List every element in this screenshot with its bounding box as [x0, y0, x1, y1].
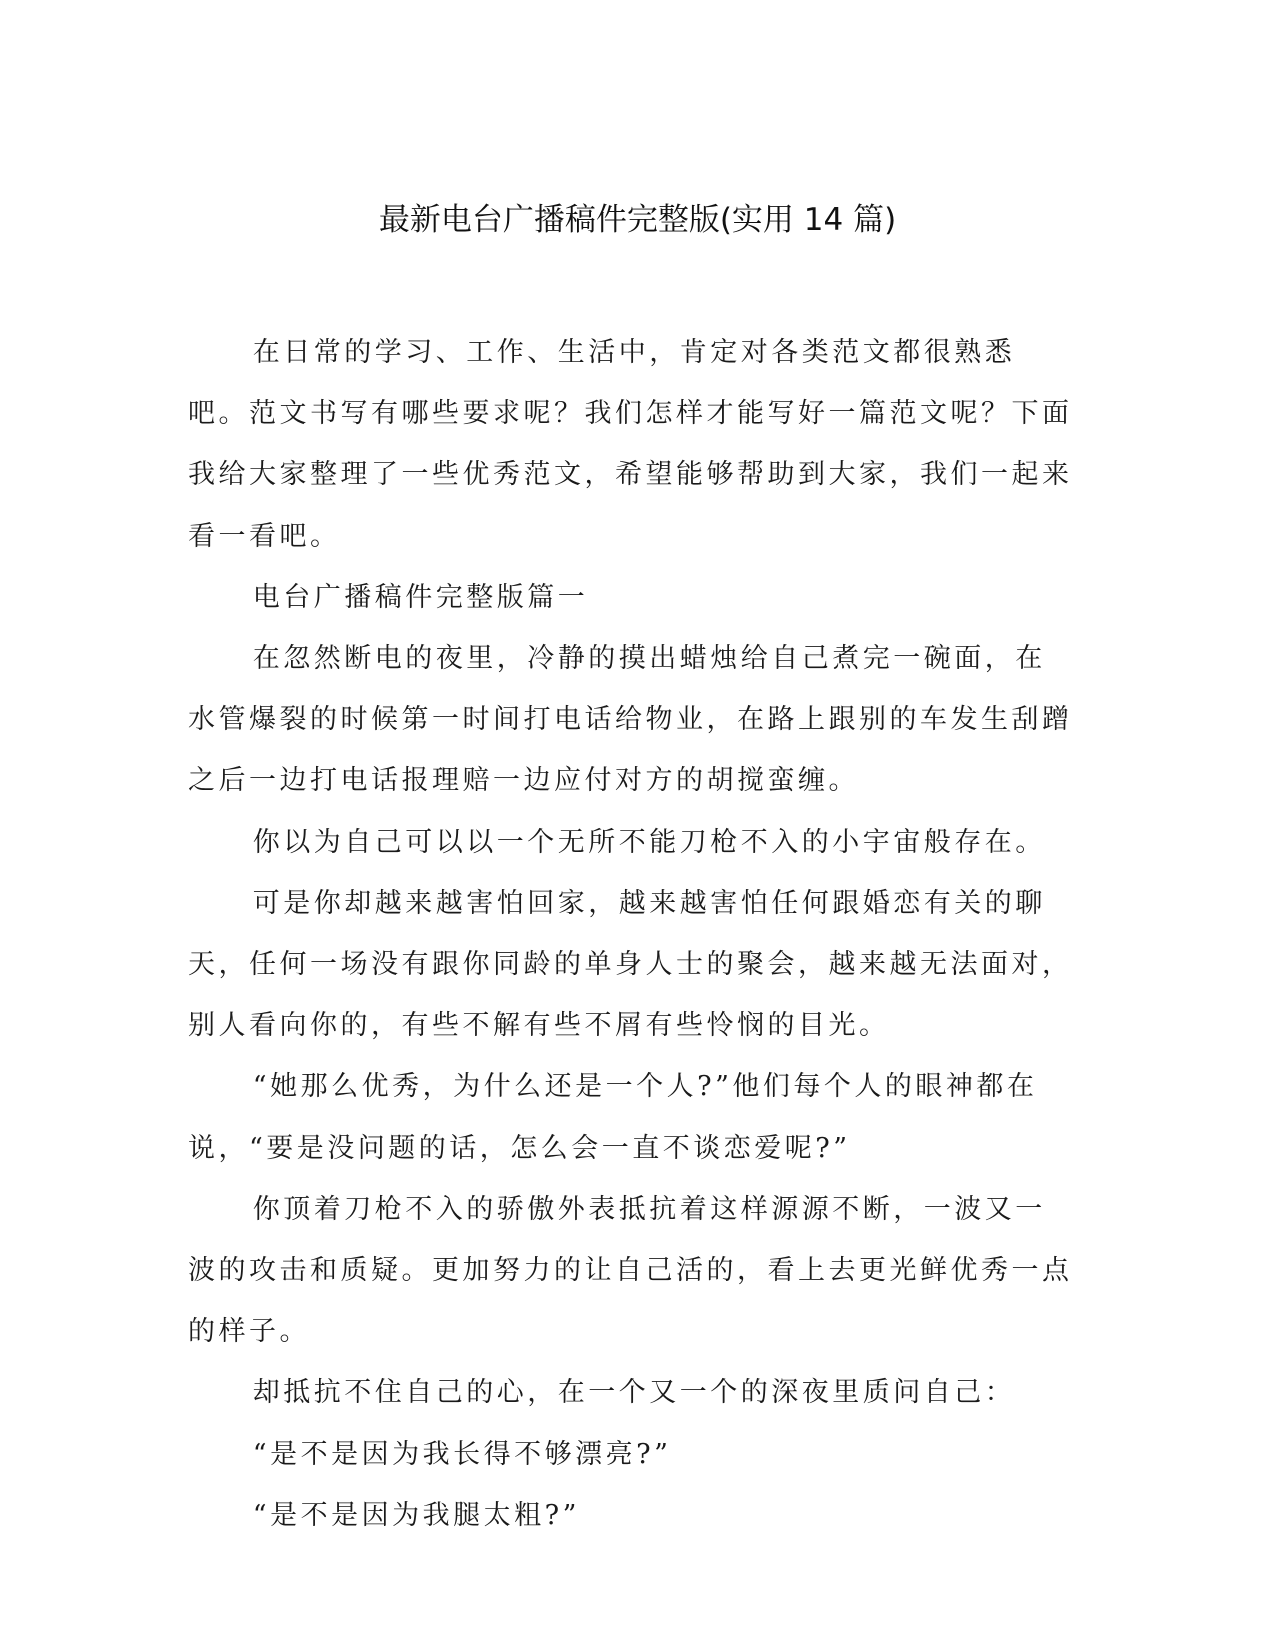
document-body [188, 322, 1073, 1546]
intro-paragraph: 在日常的学习、工作、生活中，肯定对各类范文都很熟悉吧。范文书写有哪些要求呢？我们怎样才能写好一篇范文呢？下面我给大家整理了一些优秀范文，希望能够帮助到大家，我们一起来看一看吧。 [188, 337, 1073, 552]
document-title: 最新电台广播稿件完整版(实用 14 篇) [378, 202, 897, 238]
body-paragraph: 可是你却越来越害怕回家，越来越害怕任何跟婚恋有关的聊天，任何一场没有跟你同龄的单身人士的聚会，越来越无法面对，别人看向你的，有些不解有些不屑有些怜悯的目光。 [188, 887, 1073, 1042]
body-paragraph: 你以为自己可以以一个无所不能刀枪不入的小宇宙般存在。 [252, 826, 1046, 858]
body-paragraph: “她那么优秀，为什么还是一个人?”他们每个人的眼神都在说，“要是没问题的话，怎么会一直不谈恋爱呢?” [188, 1071, 1038, 1164]
body-paragraph: 在忽然断电的夜里，冷静的摸出蜡烛给自己煮完一碗面，在水管爆裂的时候第一时间打电话给物业，在路上跟别的车发生刮蹭之后一边打电话报理赔一边应付对方的胡搅蛮缠。 [188, 643, 1073, 797]
body-paragraph: “是不是因为我长得不够漂亮?” [252, 1438, 672, 1470]
section-heading: 电台广播稿件完整版篇一 [252, 581, 589, 613]
body-paragraph: “是不是因为我腿太粗?” [252, 1499, 580, 1531]
body-paragraph: 却抵抗不住自己的心，在一个又一个的深夜里质问自己： [252, 1377, 1016, 1409]
body-paragraph: 你顶着刀枪不入的骄傲外表抵抗着这样源源不断，一波又一波的攻击和质疑。更加努力的让自己活的，看上去更光鲜优秀一点的样子。 [188, 1193, 1073, 1348]
